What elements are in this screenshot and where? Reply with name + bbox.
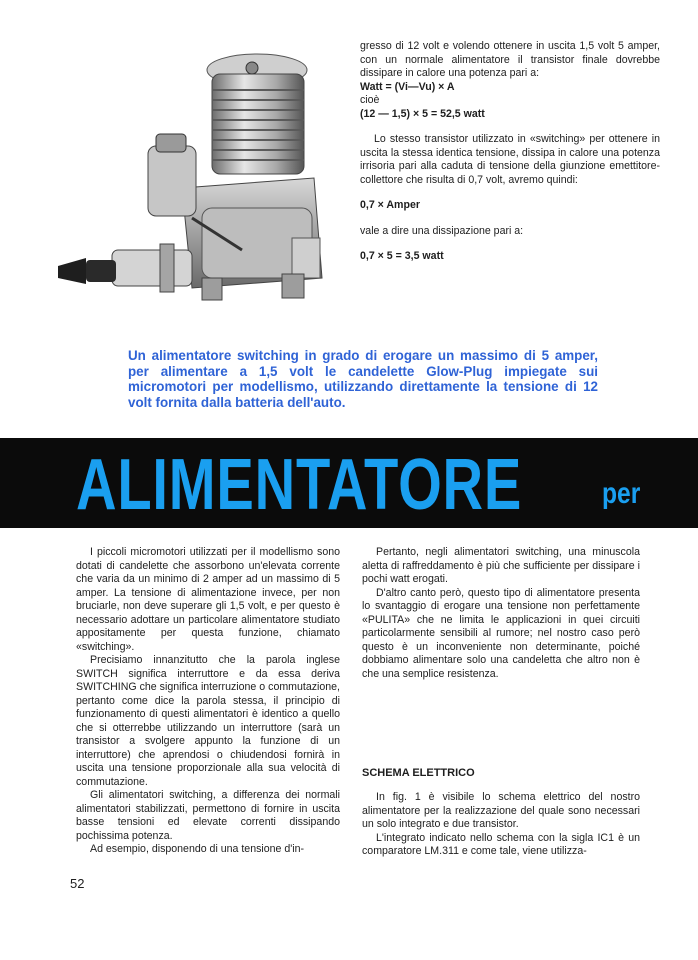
top-paragraph-1: gresso di 12 volt e volendo ottenere in uscita 1,5 volt 5 amper, con un normale alimentatore il transistor finale dovrebbe dissipare in calore una potenza pari a: (360, 40, 660, 79)
top-paragraph-2: Lo stesso transistor utilizzato in «switching» per ottenere in uscita la stessa identica tensione, dissipa in calore una potenza irrisoria pari alla caduta di tensione della giunzione emettitore-collettore che risulta di 0,7 volt, avremo quindi: (360, 133, 660, 186)
section-title: SCHEMA ELETTRICO (362, 767, 475, 779)
formula-amper: 0,7 × Amper (360, 199, 420, 211)
lead-paragraph: Un alimentatore switching in grado di erogare un massimo di 5 amper, per alimentare a 1,5 volt le candelette Glow-Plug impiegate sui micromotori per modellismo, utilizzando direttamente la tensione di 12 volt fornita dalla batteria dell'auto. (128, 348, 598, 410)
cylinder-head (207, 54, 307, 174)
right-paragraph-1: Pertanto, negli alimentatori switching, una minuscola aletta di raffreddamento è più che sufficiente per dissipare i pochi watt erogati. (362, 546, 640, 585)
right-paragraph-4: L'integrato indicato nello schema con la sigla IC1 è un comparatore LM.311 e come tale, viene utilizza- (362, 831, 640, 857)
left-paragraph-3: Gli alimentatori switching, a differenza dei normali alimentatori stabilizzati, permettono di fornire in uscita basse tensioni ed elevate correnti dissipando pochissima potenza. (76, 789, 340, 842)
glow-engine-photo (52, 38, 344, 320)
cioe-text: cioè (360, 94, 380, 106)
prop-shaft (58, 244, 192, 292)
left-column (76, 546, 340, 857)
top-column (360, 40, 660, 264)
headline-suffix: per (602, 477, 641, 510)
formula-watt: Watt = (Vi—Vu) × A (360, 80, 455, 93)
headline-title: ALIMENTATORE (76, 445, 523, 525)
formula-result-2: 0,7 × 5 = 3,5 watt (360, 250, 444, 262)
left-paragraph-2: Precisiamo innanzitutto che la parola inglese SWITCH significa interruttore e da essa deriva SWITCHING che significa interruzione o commutazione, pertanto come dice la parola stessa, il principio di funzionamento di questi alimentatori è identico a quello che si otterrebbe utilizzando un interruttore (sarà un transistor a svolgere appunto la funzione di un interruttore) che aprendosi o chiudendosi fornirà in uscita una tensione proporzionale alla sua velocità di commutazione. (76, 654, 340, 788)
right-column-lower (362, 791, 640, 859)
top-paragraph-3: vale a dire una dissipazione pari a: (360, 224, 524, 237)
left-paragraph-4: Ad esempio, disponendo di una tensione d'in- (90, 843, 305, 855)
crankcase (182, 178, 322, 288)
right-paragraph-2: D'altro canto però, questo tipo di alimentatore presenta lo svantaggio di erogare una tensione non perfettamente «PULITA» che ne limita le applicazioni in quei circuiti particolarmente sensibili al rumore; nel nostro caso però questo è un inconveniente non determinante, poiché dobbiamo alimentare solo una candeletta che altro non è che una semplice resistenza. (362, 586, 640, 680)
formula-result-1: (12 — 1,5) × 5 = 52,5 watt (360, 107, 485, 120)
page-number: 52 (70, 876, 85, 891)
right-paragraph-3: In fig. 1 è visibile lo schema elettrico del nostro alimentatore per la realizzazione del quale sono necessari un solo integrato e due transistor. (362, 791, 640, 830)
left-paragraph-1: I piccoli micromotori utilizzati per il modellismo sono dotati di candelette che assorbono un'elevata corrente che varia da un minimo di 2 amper ad un massimo di 5 amper. La tensione di alimentazione invece, per non bruciarle, non deve superare gli 1,5 volt, e per questo è necessario adottare un particolare alimentatore studiato appositamente per questa funzione, chiamato «switching». (76, 546, 340, 653)
right-column (362, 546, 640, 681)
